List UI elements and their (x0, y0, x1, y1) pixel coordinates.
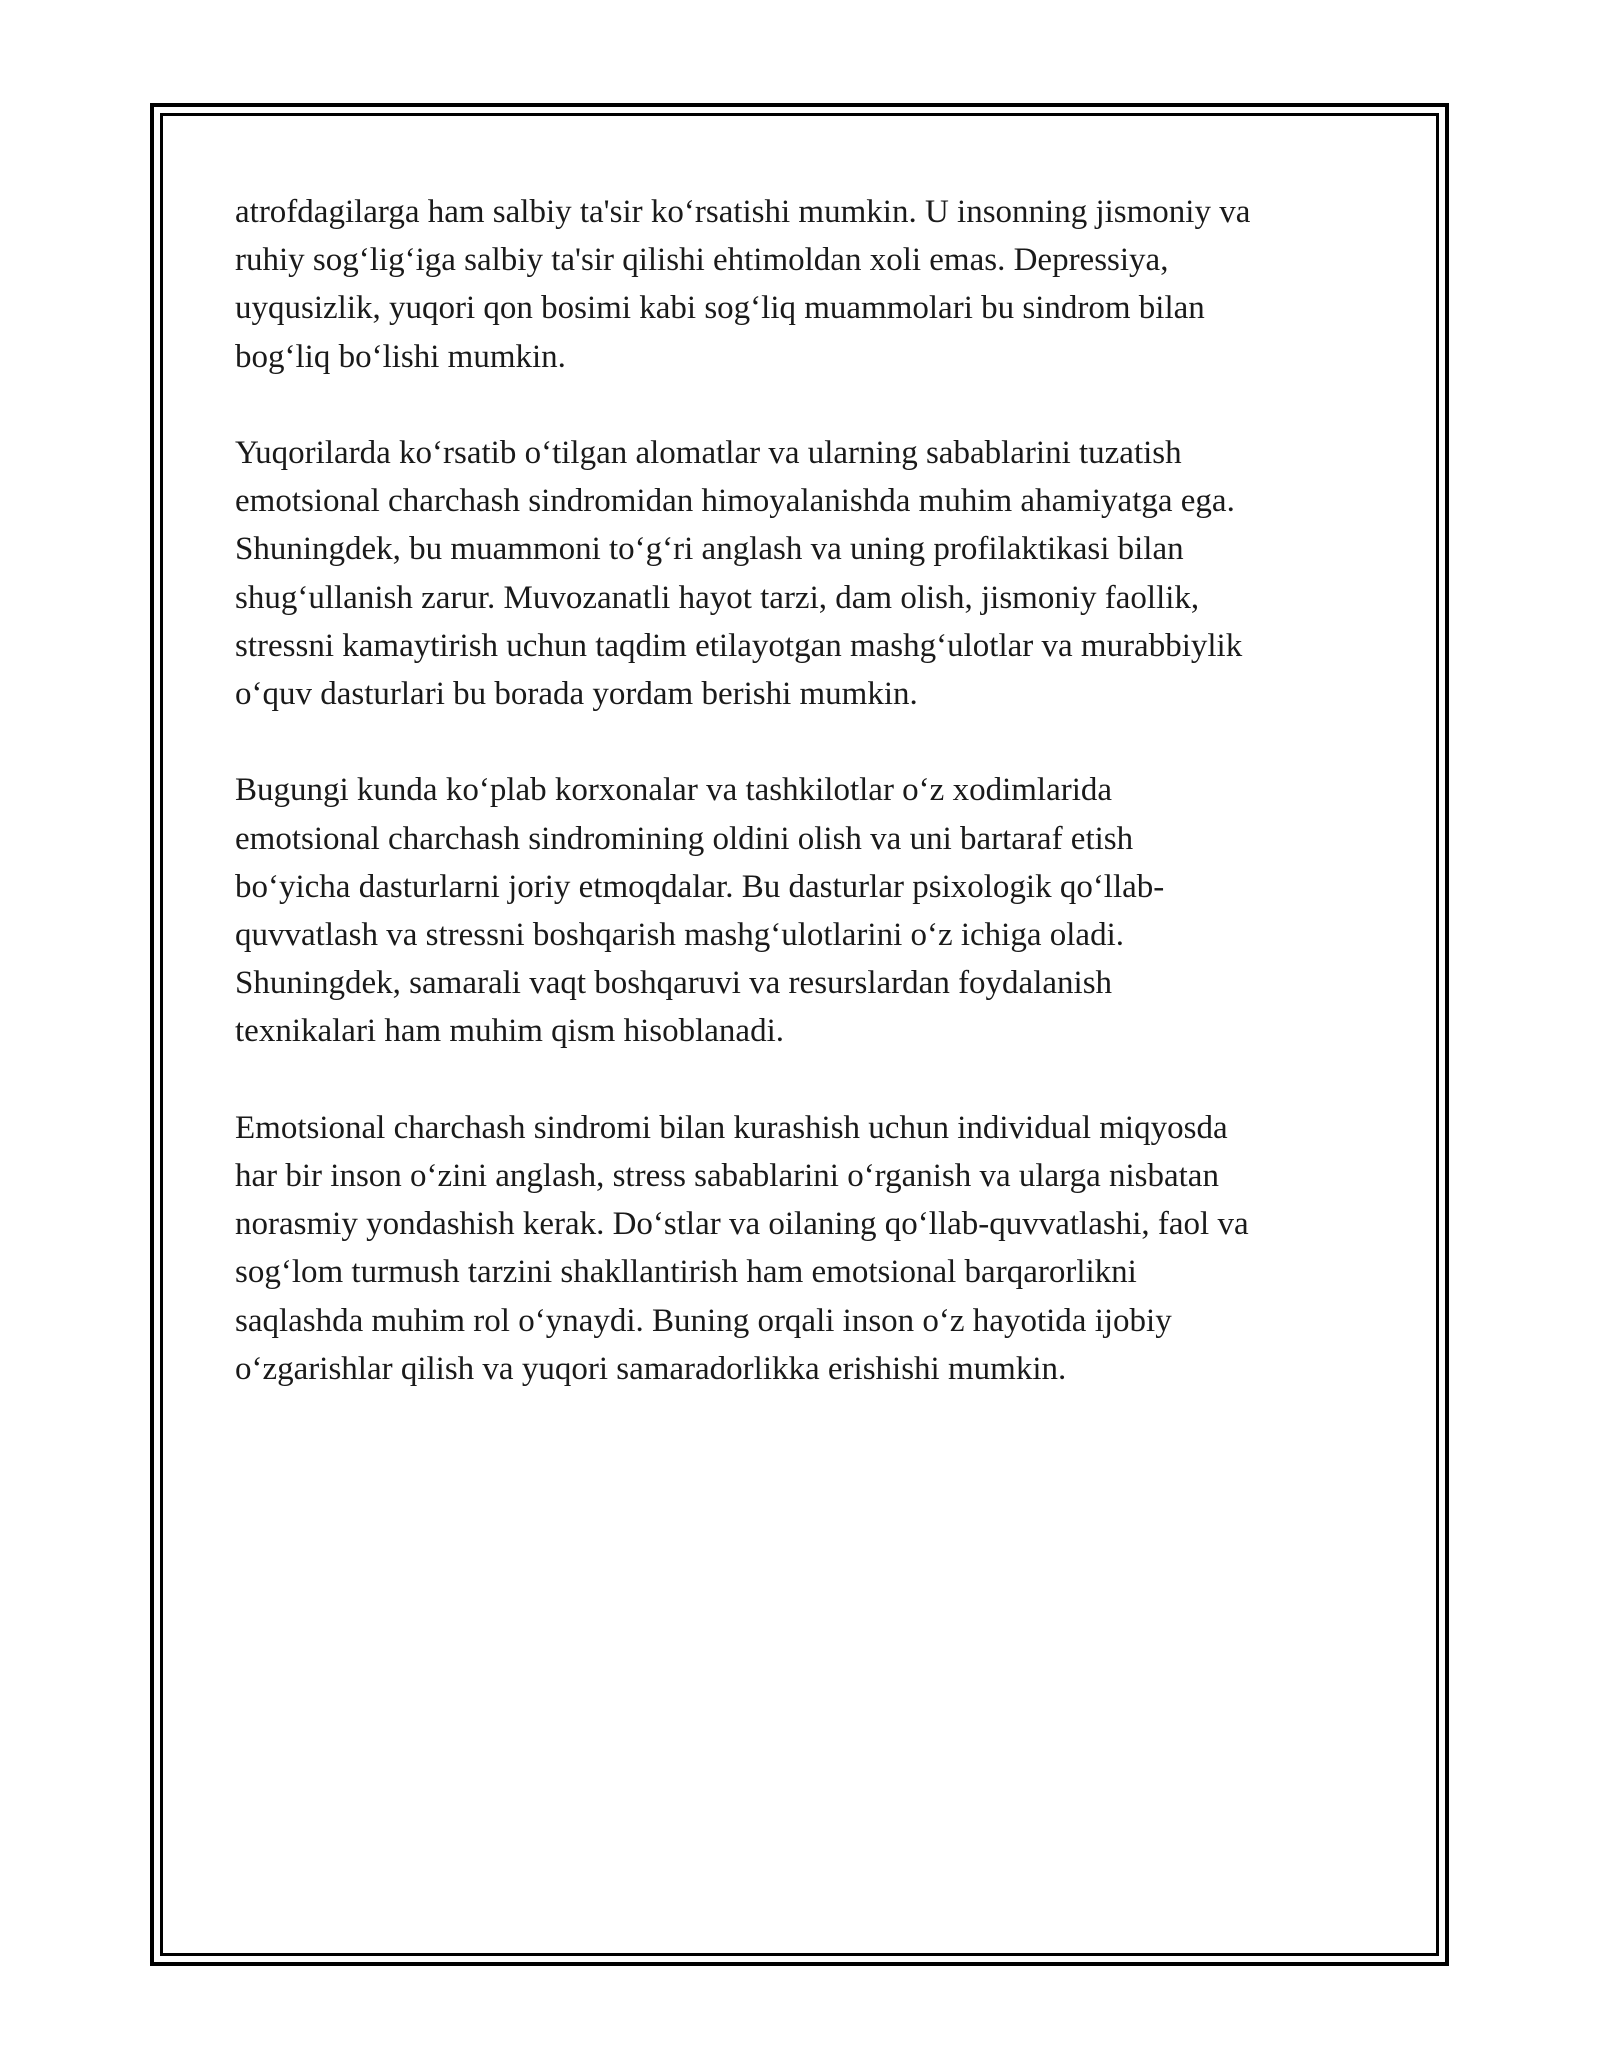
text-line: emotsional charchash sindromining oldini olish va uni bartaraf etish (235, 820, 1134, 857)
text-line: norasmiy yondashish kerak. Do‘stlar va oilaning qo‘llab-quvvatlashi, faol va (235, 1206, 1249, 1243)
text-line: texnikalari ham muhim qism hisoblanadi. (235, 1013, 784, 1050)
document-body (235, 188, 1375, 1441)
text-line: emotsional charchash sindromidan himoyalanishda muhim ahamiyatga ega. (235, 483, 1235, 520)
paragraph (235, 766, 1375, 1055)
text-line: o‘quv dasturlari bu borada yordam berishi mumkin. (235, 676, 918, 713)
text-line: o‘zgarishlar qilish va yuqori samaradorlikka erishishi mumkin. (235, 1350, 1067, 1387)
text-line: bog‘liq bo‘lishi mumkin. (235, 338, 566, 375)
paragraph (235, 1104, 1375, 1393)
text-line: shug‘ullanish zarur. Muvozanatli hayot tarzi, dam olish, jismoniy faollik, (235, 579, 1200, 616)
text-line: saqlashda muhim rol o‘ynaydi. Buning orqali inson o‘z hayotida ijobiy (235, 1302, 1172, 1339)
text-line: ruhiy sog‘lig‘iga salbiy ta'sir qilishi ehtimoldan xoli emas. Depressiya, (235, 242, 1169, 279)
text-line: Yuqorilarda ko‘rsatib o‘tilgan alomatlar va ularning sabablarini tuzatish (235, 435, 1182, 471)
text-line: Shuningdek, bu muammoni to‘g‘ri anglash va uning profilaktikasi bilan (235, 531, 1184, 568)
paragraph (235, 429, 1375, 718)
paragraph (235, 188, 1375, 381)
text-line: atrofdagilarga ham salbiy ta'sir ko‘rsatishi mumkin. U insonning jismoniy va (235, 194, 1251, 230)
text-line: Shuningdek, samarali vaqt boshqaruvi va resurslardan foydalanish (235, 965, 1113, 1002)
text-line: bo‘yicha dasturlarni joriy etmoqdalar. Bu dasturlar psixologik qo‘llab- (235, 868, 1165, 905)
text-line: Emotsional charchash sindromi bilan kurashish uchun individual miqyosda (235, 1109, 1228, 1146)
text-line: quvvatlash va stressni boshqarish mashg‘ulotlarini o‘z ichiga oladi. (235, 917, 1124, 954)
text-line: stressni kamaytirish uchun taqdim etilayotgan mashg‘ulotlar va murabbiylik (235, 627, 1243, 664)
text-line: uyqusizlik, yuqori qon bosimi kabi sog‘liq muammolari bu sindrom bilan (235, 290, 1205, 327)
text-line: har bir inson o‘zini anglash, stress sabablarini o‘rganish va ularga nisbatan (235, 1158, 1219, 1195)
text-line: sog‘lom turmush tarzini shakllantirish ham emotsional barqarorlikni (235, 1254, 1137, 1291)
text-line: Bugungi kunda ko‘plab korxonalar va tashkilotlar o‘z xodimlarida (235, 772, 1113, 809)
